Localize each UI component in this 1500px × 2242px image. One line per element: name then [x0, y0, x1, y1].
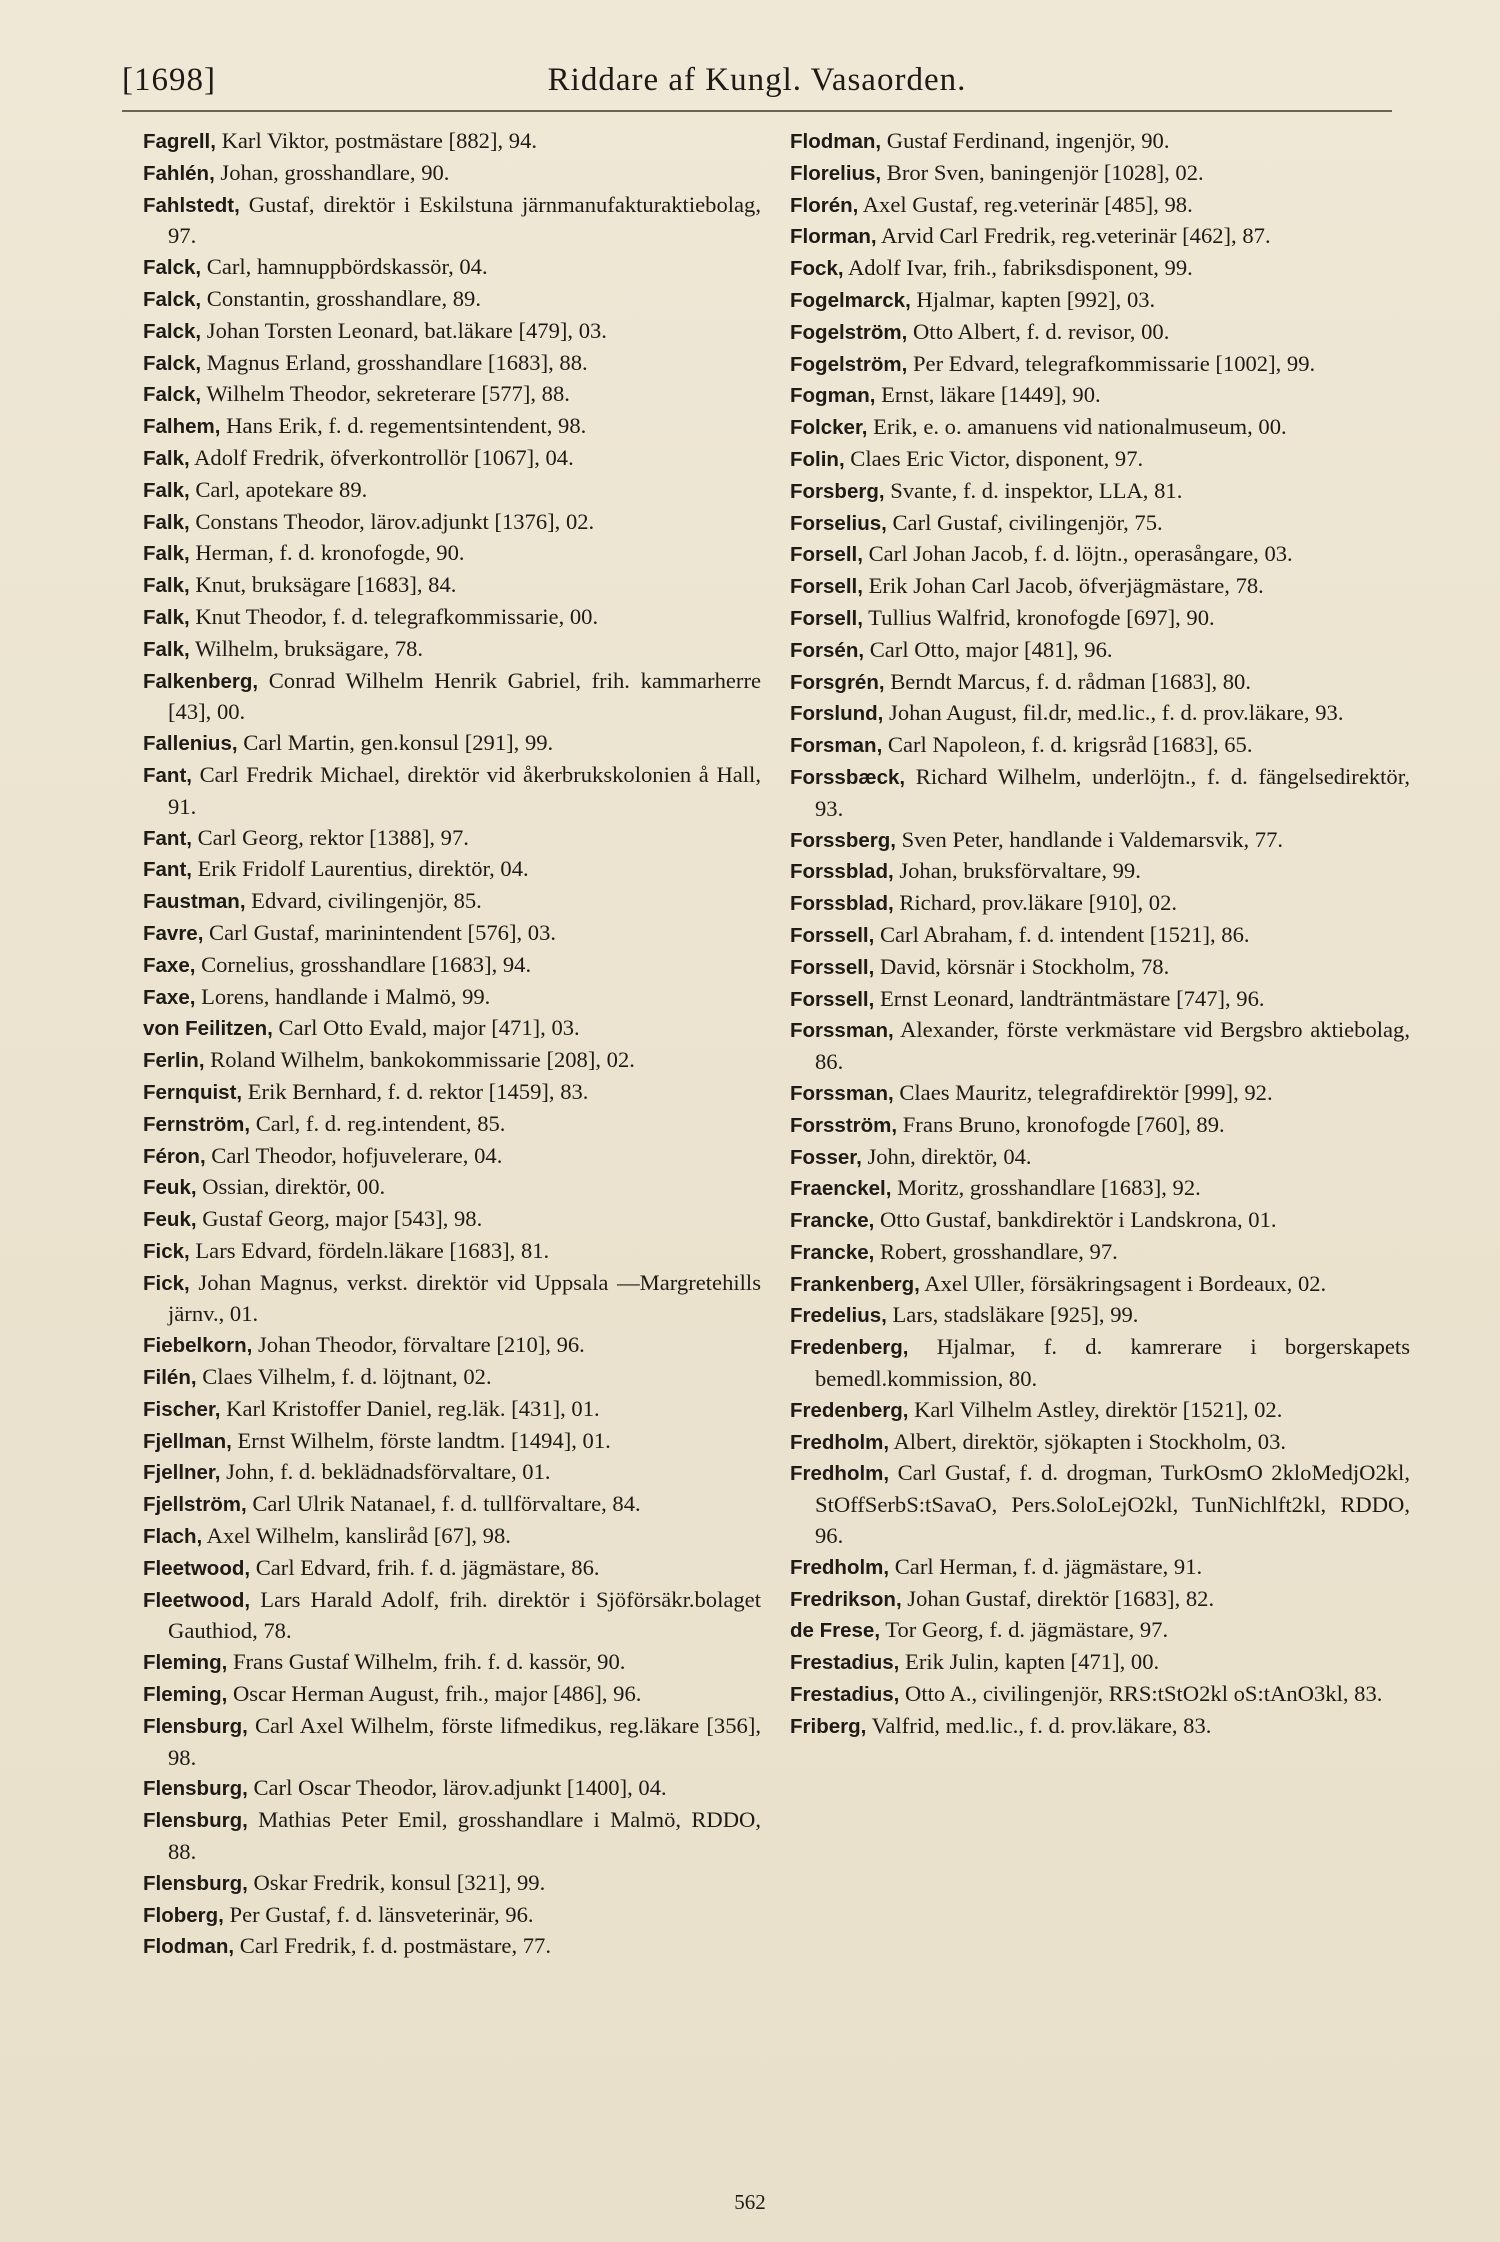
register-entry [143, 1457, 761, 1489]
entry-surname: Forsgrén, [790, 670, 885, 694]
register-entry [143, 1268, 761, 1331]
header-rule [122, 110, 1392, 112]
entry-details: Tor Georg, f. d. jägmästare, 97. [880, 1617, 1169, 1643]
register-entry [790, 730, 1410, 762]
register-entry [790, 920, 1410, 952]
entry-surname: Forsell, [790, 606, 863, 630]
entry-surname: Forselius, [790, 511, 887, 535]
entry-details: Conrad Wilhelm Henrik Gabriel, frih. kammarherre [43], 00. [168, 667, 761, 725]
entry-details: Herman, f. d. kronofogde, 90. [189, 540, 465, 566]
entry-details: Lars, stadsläkare [925], 99. [886, 1302, 1139, 1328]
register-entry [790, 1395, 1410, 1427]
entry-surname: Fredholm, [790, 1430, 890, 1454]
register-entry [790, 380, 1410, 412]
register-entry [790, 1552, 1410, 1584]
entry-details: Carl Fredrik, f. d. postmästare, 77. [234, 1933, 551, 1959]
register-entry [143, 379, 761, 411]
entry-surname: Frestadius, [790, 1651, 900, 1675]
register-entry [790, 667, 1410, 699]
entry-details: Adolf Fredrik, öfverkontrollör [1067], 04. [189, 444, 574, 470]
register-entry [143, 126, 761, 158]
entry-details: Ossian, direktör, 00. [196, 1174, 386, 1200]
entry-details: Erik Bernhard, f. d. rektor [1459], 83. [242, 1078, 589, 1104]
entry-details: Roland Wilhelm, bankokommissarie [208], 02. [204, 1047, 635, 1073]
entry-details: Adolf Ivar, frih., fabriksdisponent, 99. [843, 255, 1193, 281]
entry-details: Erik, e. o. amanuens vid nationalmuseum, 00. [867, 414, 1287, 440]
register-entry [143, 1773, 761, 1805]
entry-surname: Favre, [143, 921, 204, 945]
entry-details: Carl Gustaf, marinintendent [576], 03. [203, 919, 557, 945]
register-entry [790, 1142, 1410, 1174]
entry-details: Karl Vilhelm Astley, direktör [1521], 02. [908, 1396, 1283, 1422]
entry-details: Carl Napoleon, f. d. krigsråd [1683], 65. [882, 732, 1253, 758]
register-entry [143, 1394, 761, 1426]
entry-surname: Falk, [143, 446, 190, 470]
header-page-number: [1698] [122, 62, 216, 98]
register-entry [143, 1931, 761, 1963]
entry-surname: Forssell, [790, 923, 875, 947]
entry-details: Per Edvard, telegrafkommissarie [1002], 99. [907, 350, 1316, 376]
entry-surname: Florén, [790, 193, 859, 217]
page-header [122, 62, 1392, 112]
entry-surname: Forssell, [790, 987, 875, 1011]
entry-details: Per Gustaf, f. d. länsveterinär, 96. [223, 1901, 534, 1927]
entry-surname: Forslund, [790, 702, 884, 726]
entry-surname: Fleming, [143, 1683, 228, 1707]
register-entry [790, 412, 1410, 444]
entry-surname: Floberg, [143, 1903, 224, 1927]
entry-surname: Fredenberg, [790, 1336, 909, 1360]
register-entry [143, 950, 761, 982]
entry-surname: Falk, [143, 478, 190, 502]
entry-details: Oscar Herman August, frih., major [486], 96. [227, 1681, 642, 1707]
register-entry [143, 1330, 761, 1362]
register-entry [790, 1679, 1410, 1711]
register-entry [790, 1269, 1410, 1301]
register-entry [143, 1868, 761, 1900]
entry-details: Carl Gustaf, f. d. drogman, TurkOsmO 2kloMedjO2kl, StOffSerbS:tSavaO, Pers.SoloLejO2kl, TunNichlft2kl, RDDO, 96. [815, 1460, 1410, 1549]
register-entry [143, 1204, 761, 1236]
entry-details: Robert, grosshandlare, 97. [874, 1238, 1118, 1264]
register-entry [143, 284, 761, 316]
entry-details: Axel Wilhelm, kansliråd [67], 98. [202, 1523, 511, 1549]
entry-details: Richard, prov.läkare [910], 02. [893, 890, 1178, 916]
register-entry [790, 571, 1410, 603]
register-entry [790, 1173, 1410, 1205]
entry-details: Gustaf Ferdinand, ingenjör, 90. [881, 128, 1170, 153]
entry-details: Johan Torsten Leonard, bat.läkare [479], 03. [201, 317, 607, 343]
entry-surname: Fernström, [143, 1112, 251, 1136]
entry-surname: Flensburg, [143, 1871, 248, 1895]
entry-surname: Fraenckel, [790, 1177, 892, 1201]
entry-details: Gustaf, direktör i Eskilstuna järnmanufakturaktiebolag, 97. [168, 191, 761, 249]
register-entry [790, 1237, 1410, 1269]
entry-details: Carl Abraham, f. d. intendent [1521], 86. [874, 921, 1250, 947]
entry-details: Arvid Carl Fredrik, reg.veterinär [462], 87. [876, 223, 1271, 249]
entry-details: Johan Theodor, förvaltare [210], 96. [252, 1332, 585, 1358]
entry-surname: Fant, [143, 826, 192, 850]
entry-surname: Friberg, [790, 1714, 867, 1738]
register-entry [143, 634, 761, 666]
register-entry [143, 602, 761, 634]
entry-details: Svante, f. d. inspektor, LLA, 81. [884, 477, 1183, 503]
entry-surname: Frankenberg, [790, 1272, 920, 1296]
entry-surname: Forssman, [790, 1019, 894, 1043]
entry-details: Karl Viktor, postmästare [882], 94. [215, 128, 538, 153]
entry-surname: Folcker, [790, 416, 868, 440]
entry-surname: Fjellström, [143, 1493, 247, 1517]
entry-details: Wilhelm, bruksägare, 78. [189, 635, 424, 661]
register-entry [790, 444, 1410, 476]
footer-page-number: 562 [734, 2190, 766, 2214]
entry-surname: Flodman, [143, 1935, 235, 1959]
entry-details: Claes Eric Victor, disponent, 97. [844, 445, 1144, 471]
entry-surname: Fick, [143, 1271, 190, 1295]
entry-details: Johan, bruksförvaltare, 99. [893, 858, 1141, 884]
register-entry [143, 1077, 761, 1109]
register-entry [790, 1078, 1410, 1110]
register-entry [143, 570, 761, 602]
register-entry [143, 1172, 761, 1204]
entry-surname: Folin, [790, 447, 845, 471]
register-entry [790, 253, 1410, 285]
entry-details: Carl Oscar Theodor, lärov.adjunkt [1400], 04. [247, 1775, 667, 1801]
register-entry [143, 1585, 761, 1648]
register-entry [790, 349, 1410, 381]
entry-details: Albert, direktör, sjökapten i Stockholm, 03. [889, 1428, 1287, 1454]
register-entry [143, 1013, 761, 1045]
entry-details: Erik Fridolf Laurentius, direktör, 04. [191, 856, 529, 882]
entry-surname: Féron, [143, 1144, 206, 1168]
register-entry [790, 285, 1410, 317]
register-entry [143, 854, 761, 886]
entry-details: Erik Johan Carl Jacob, öfverjägmästare, 78. [862, 573, 1264, 599]
entry-surname: Flodman, [790, 130, 882, 153]
entry-details: Ernst Leonard, landträntmästare [747], 96. [874, 985, 1265, 1011]
entry-surname: Fogelström, [790, 352, 908, 376]
entry-surname: Falck, [143, 287, 202, 311]
register-entry [790, 698, 1410, 730]
entry-surname: Forsén, [790, 638, 865, 662]
entry-details: Knut, bruksägare [1683], 84. [189, 572, 457, 598]
entry-surname: Fant, [143, 763, 192, 787]
register-entry [143, 1362, 761, 1394]
entry-surname: Florman, [790, 225, 877, 249]
register-entry [143, 1900, 761, 1932]
entry-details: John, direktör, 04. [861, 1143, 1032, 1169]
entry-surname: Fleming, [143, 1651, 228, 1675]
entry-details: Carl, apotekare 89. [189, 476, 368, 502]
register-entry [143, 1489, 761, 1521]
register-entry [790, 856, 1410, 888]
entry-surname: Forsman, [790, 734, 883, 758]
entry-surname: Faustman, [143, 890, 246, 914]
entry-details: Constans Theodor, lärov.adjunkt [1376], 02. [189, 508, 595, 534]
register-entry [790, 126, 1410, 158]
entry-details: Edvard, civilingenjör, 85. [245, 888, 482, 914]
entry-surname: Falck, [143, 319, 202, 343]
register-entry [790, 1647, 1410, 1679]
register-entry [143, 1141, 761, 1173]
entry-details: Lorens, handlande i Malmö, 99. [195, 983, 491, 1009]
register-entry [790, 476, 1410, 508]
register-entry [143, 1805, 761, 1868]
register-entry [143, 982, 761, 1014]
entry-details: Magnus Erland, grosshandlare [1683], 88. [201, 349, 588, 375]
entry-details: Alexander, förste verkmästare vid Bergsbro aktiebolag, 86. [815, 1017, 1410, 1075]
entry-details: Ernst, läkare [1449], 90. [875, 382, 1101, 408]
entry-surname: Forsström, [790, 1113, 898, 1137]
entry-details: Erik Julin, kapten [471], 00. [899, 1649, 1160, 1675]
entry-surname: Fosser, [790, 1145, 862, 1169]
entry-surname: Fock, [790, 257, 844, 281]
register-entry [790, 825, 1410, 857]
register-entry [790, 221, 1410, 253]
right-column [790, 126, 1410, 1743]
entry-details: Gustaf Georg, major [543], 98. [196, 1206, 483, 1232]
register-entry [143, 1647, 761, 1679]
register-entry [143, 1679, 761, 1711]
entry-details: Moritz, grosshandlare [1683], 92. [891, 1175, 1201, 1201]
entry-surname: Francke, [790, 1209, 875, 1233]
entry-details: Johan Gustaf, direktör [1683], 82. [901, 1585, 1215, 1611]
entry-surname: Falck, [143, 383, 202, 407]
register-entry [790, 1615, 1410, 1647]
register-entry [790, 158, 1410, 190]
entry-details: Carl Gustaf, civilingenjör, 75. [886, 509, 1163, 535]
entry-details: Johan August, fil.dr, med.lic., f. d. prov.läkare, 93. [883, 700, 1344, 726]
entry-surname: Fredholm, [790, 1555, 890, 1579]
register-entry [790, 1711, 1410, 1743]
entry-details: David, körsnär i Stockholm, 78. [874, 953, 1170, 979]
entry-details: Frans Bruno, kronofogde [760], 89. [897, 1111, 1225, 1137]
entry-details: Carl, hamnuppbördskassör, 04. [201, 254, 488, 280]
entry-surname: Ferlin, [143, 1049, 205, 1073]
register-entry [790, 508, 1410, 540]
register-entry [143, 190, 761, 253]
entry-surname: Falk, [143, 510, 190, 534]
entry-details: John, f. d. beklädnadsförvaltare, 01. [220, 1459, 551, 1485]
register-entry [143, 918, 761, 950]
entry-details: Carl, f. d. reg.intendent, 85. [250, 1110, 506, 1136]
register-entry [790, 1427, 1410, 1459]
register-entry [143, 1045, 761, 1077]
entry-details: Lars Harald Adolf, frih. direktör i Sjöförsäkr.bolaget Gauthiod, 78. [168, 1586, 761, 1644]
entry-details: Carl Otto, major [481], 96. [864, 636, 1113, 662]
entry-details: Carl Herman, f. d. jägmästare, 91. [889, 1553, 1203, 1579]
register-entry [143, 411, 761, 443]
entry-surname: Fjellman, [143, 1429, 232, 1453]
entry-surname: Forssberg, [790, 828, 896, 852]
entry-surname: Fahlstedt, [143, 193, 240, 217]
entry-details: Axel Uller, försäkringsagent i Bordeaux, 02. [919, 1270, 1327, 1296]
entry-surname: Falk, [143, 605, 190, 629]
entry-surname: Fleetwood, [143, 1556, 251, 1580]
register-entry [790, 539, 1410, 571]
entry-details: Carl Theodor, hofjuvelerare, 04. [205, 1142, 503, 1168]
register-entry [790, 984, 1410, 1016]
entry-details: Oskar Fredrik, konsul [321], 99. [247, 1869, 546, 1895]
entry-surname: Fant, [143, 858, 192, 882]
entry-surname: Faxe, [143, 985, 196, 1009]
entry-surname: Fischer, [143, 1397, 221, 1421]
register-entry [143, 1711, 761, 1774]
entry-surname: Falk, [143, 542, 190, 566]
entry-details: Berndt Marcus, f. d. rådman [1683], 80. [884, 668, 1251, 694]
entry-surname: Fiebelkorn, [143, 1334, 253, 1358]
register-entry [143, 1553, 761, 1585]
entry-details: Carl Martin, gen.konsul [291], 99. [237, 730, 554, 756]
entry-surname: Fredelius, [790, 1304, 887, 1328]
entry-surname: Florelius, [790, 161, 882, 185]
entry-surname: Faxe, [143, 953, 196, 977]
entry-surname: Filén, [143, 1366, 197, 1390]
entry-surname: Fredenberg, [790, 1398, 909, 1422]
entry-surname: Forsberg, [790, 479, 885, 503]
entry-details: Hjalmar, kapten [992], 03. [910, 286, 1156, 312]
entry-surname: Forssman, [790, 1081, 894, 1105]
entry-surname: Fogman, [790, 384, 876, 408]
entry-surname: Fogelström, [790, 320, 908, 344]
entry-surname: Forsell, [790, 543, 863, 567]
entry-surname: Feuk, [143, 1208, 197, 1232]
entry-details: Axel Gustaf, reg.veterinär [485], 98. [858, 191, 1193, 217]
entry-surname: Forssblad, [790, 892, 894, 916]
entry-details: Claes Vilhelm, f. d. löjtnant, 02. [196, 1364, 492, 1390]
entry-surname: Flach, [143, 1525, 203, 1549]
register-entry [143, 507, 761, 539]
entry-surname: de Frese, [790, 1619, 881, 1643]
entry-surname: Fredrikson, [790, 1587, 902, 1611]
register-entry [790, 190, 1410, 222]
entry-details: Karl Kristoffer Daniel, reg.läk. [431], 01. [220, 1395, 600, 1421]
entry-surname: Fallenius, [143, 732, 238, 756]
entry-details: Otto A., civilingenjör, RRS:tStO2kl oS:tAnO3kl, 83. [899, 1681, 1383, 1707]
entry-surname: Falck, [143, 351, 202, 375]
entry-details: Cornelius, grosshandlare [1683], 94. [195, 951, 532, 977]
register-entry [143, 1521, 761, 1553]
entry-details: Johan, grosshandlare, 90. [214, 159, 450, 185]
entry-details: Lars Edvard, fördeln.läkare [1683], 81. [189, 1237, 550, 1263]
entry-details: Carl Johan Jacob, f. d. löjtn., operasångare, 03. [862, 541, 1293, 567]
register-entry [790, 1458, 1410, 1551]
entry-details: Tullius Walfrid, kronofogde [697], 90. [862, 604, 1215, 630]
entry-surname: Francke, [790, 1240, 875, 1264]
entry-details: Otto Gustaf, bankdirektör i Landskrona, 01. [874, 1207, 1277, 1233]
entry-surname: Falk, [143, 574, 190, 598]
entry-surname: Fleetwood, [143, 1588, 251, 1612]
register-entry [790, 1584, 1410, 1616]
entry-surname: Forssbæck, [790, 765, 906, 789]
entry-surname: Fagrell, [143, 130, 216, 153]
entry-details: Sven Peter, handlande i Valdemarsvik, 77. [895, 826, 1284, 852]
entry-details: Knut Theodor, f. d. telegrafkommissarie, 00. [189, 603, 599, 629]
register-entry [790, 1205, 1410, 1237]
register-entry [790, 1015, 1410, 1078]
entry-surname: Falck, [143, 256, 202, 280]
register-entry [790, 1332, 1410, 1395]
entry-details: Carl Ulrik Natanael, f. d. tullförvaltare, 84. [246, 1491, 641, 1517]
register-entry [143, 538, 761, 570]
left-column [143, 126, 761, 1963]
register-entry [790, 1300, 1410, 1332]
entry-details: Carl Fredrik Michael, direktör vid åkerbrukskolonien å Hall, 91. [168, 761, 761, 819]
entry-surname: Fjellner, [143, 1461, 221, 1485]
entry-surname: Flensburg, [143, 1809, 248, 1833]
entry-surname: Falk, [143, 637, 190, 661]
register-entry [790, 888, 1410, 920]
entry-details: Hans Erik, f. d. regementsintendent, 98. [220, 413, 587, 439]
register-entry [790, 603, 1410, 635]
entry-surname: Flensburg, [143, 1714, 248, 1738]
register-entry [143, 158, 761, 190]
entry-surname: Frestadius, [790, 1683, 900, 1707]
entry-details: Claes Mauritz, telegrafdirektör [999], 92. [893, 1079, 1273, 1105]
page-title: Riddare af Kungl. Vasaorden. [547, 62, 967, 98]
entry-details: Carl Otto Evald, major [471], 03. [272, 1015, 580, 1041]
entry-surname: Forsell, [790, 575, 863, 599]
register-entry [143, 252, 761, 284]
register-entry [790, 635, 1410, 667]
entry-details: Valfrid, med.lic., f. d. prov.läkare, 83. [866, 1712, 1212, 1738]
entry-details: Carl Edvard, frih. f. d. jägmästare, 86. [250, 1554, 600, 1580]
entry-surname: Forssblad, [790, 860, 894, 884]
register-entry [143, 316, 761, 348]
entry-details: Otto Albert, f. d. revisor, 00. [907, 318, 1170, 344]
register-entry [143, 760, 761, 823]
register-entry [143, 666, 761, 729]
register-entry [143, 1426, 761, 1458]
entry-details: Ernst Wilhelm, förste landtm. [1494], 01. [231, 1427, 611, 1453]
register-entry [143, 823, 761, 855]
entry-surname: Falhem, [143, 415, 221, 439]
register-entry [790, 952, 1410, 984]
entry-details: Carl Axel Wilhelm, förste lifmedikus, reg.läkare [356], 98. [168, 1712, 761, 1770]
entry-details: Constantin, grosshandlare, 89. [201, 285, 481, 311]
register-entry [143, 348, 761, 380]
entry-details: Bror Sven, baningenjör [1028], 02. [881, 159, 1204, 185]
register-entry [143, 1109, 761, 1141]
entry-surname: von Feilitzen, [143, 1017, 273, 1041]
entry-details: Richard Wilhelm, underlöjtn., f. d. fängelsedirektör, 93. [815, 763, 1410, 821]
register-entry [143, 443, 761, 475]
entry-surname: Feuk, [143, 1176, 197, 1200]
register-entry [143, 728, 761, 760]
entry-surname: Fernquist, [143, 1080, 243, 1104]
entry-details: Frans Gustaf Wilhelm, frih. f. d. kassör, 90. [227, 1649, 626, 1675]
register-entry [143, 475, 761, 507]
register-entry [143, 886, 761, 918]
entry-surname: Fahlén, [143, 161, 215, 185]
entry-surname: Forssell, [790, 955, 875, 979]
entry-surname: Flensburg, [143, 1777, 248, 1801]
entry-details: Carl Georg, rektor [1388], 97. [191, 824, 469, 850]
entry-surname: Fogelmarck, [790, 288, 911, 312]
entry-surname: Falkenberg, [143, 669, 259, 693]
entry-surname: Fredholm, [790, 1462, 890, 1486]
entry-surname: Fick, [143, 1239, 190, 1263]
register-entry [790, 1110, 1410, 1142]
register-entry [790, 762, 1410, 825]
register-entry [143, 1236, 761, 1268]
entry-details: Hjalmar, f. d. kamrerare i borgerskapets bemedl.kommission, 80. [815, 1334, 1410, 1392]
entry-details: Mathias Peter Emil, grosshandlare i Malmö, RDDO, 88. [168, 1807, 761, 1865]
entry-details: Johan Magnus, verkst. direktör vid Uppsala —Margretehills järnv., 01. [168, 1269, 761, 1327]
entry-details: Wilhelm Theodor, sekreterare [577], 88. [201, 381, 570, 407]
register-entry [790, 317, 1410, 349]
